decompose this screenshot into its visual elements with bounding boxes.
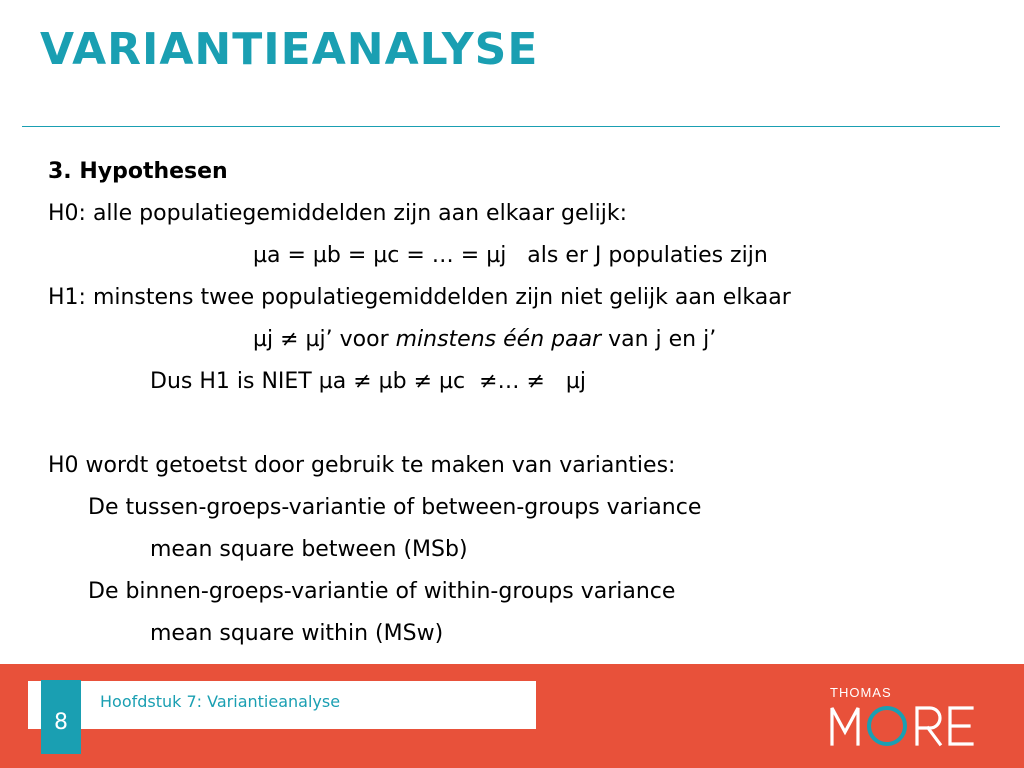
page-number: 8 [54,710,68,735]
h1-formula-end: van j en j’ [601,327,717,352]
testing-statement: H0 wordt getoetst door gebruik te maken van varianties: [48,453,676,478]
logo-wordmark [826,704,976,748]
h1-formula-start: µj ≠ µj’ voor [253,327,396,352]
title-divider [22,126,1000,127]
between-groups-item: De tussen-groeps-variantie of between-groups variance [88,495,702,520]
blank-line [48,403,988,445]
h0-statement: H0: alle populatiegemiddelden zijn aan elkaar gelijk: [48,201,628,226]
mean-square-within: mean square within (MSw) [150,621,444,646]
thomas-more-logo [826,686,976,748]
section-heading: 3. Hypothesen [48,159,228,184]
h1-formula [48,319,988,361]
h1-formula-emphasis: minstens één paar [395,327,602,352]
h1-clarification: Dus H1 is NIET µa ≠ µb ≠ µc ≠… ≠ µj [150,369,587,394]
h1-statement: H1: minstens twee populatiegemiddelden zijn niet gelijk aan elkaar [48,285,791,310]
mean-square-between: mean square between (MSb) [150,537,468,562]
slide-body [48,151,988,655]
h0-formula: µa = µb = µc = … = µj als er J populaties zijn [253,243,768,268]
within-groups-item: De binnen-groeps-variantie of within-groups variance [88,579,676,604]
slide-title: VARIANTIEANALYSE [40,24,539,75]
chapter-label: Hoofdstuk 7: Variantieanalyse [100,692,341,711]
logo-top-text: THOMAS [830,685,892,700]
